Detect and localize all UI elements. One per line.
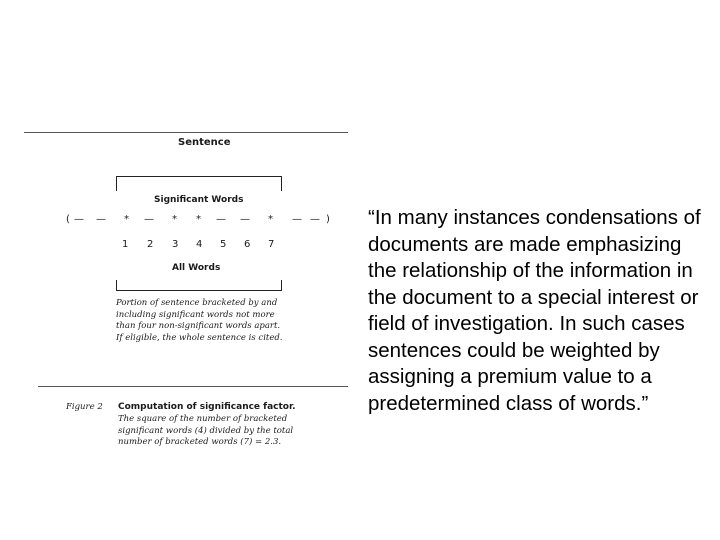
word-number: 7 [268,239,275,250]
word-marker: — [310,214,320,225]
quote-text: “In many instances condensations of documents are made emphasizing the relationship of the information in the document to a special interest or field of investigation. In such cases sentences could be weighted by assigning a premium value to a predetermined class of words.” [368,206,701,415]
word-marker: * [268,214,273,225]
middle-rule [38,386,348,387]
top-bracket [116,176,282,191]
word-number: 2 [147,239,154,250]
significant-words-label: Significant Words [154,195,244,205]
top-rule [24,132,348,133]
word-marker: — [74,214,84,225]
word-number: 5 [220,239,227,250]
word-number: 4 [196,239,203,250]
word-marker: — [144,214,154,225]
word-marker: * [172,214,177,225]
bottom-bracket [116,280,282,291]
word-number: 1 [122,239,129,250]
word-number: 6 [244,239,251,250]
word-marker: ) [326,214,330,225]
figure-description: The square of the number of bracketed significant words (4) divided by the total number of bracketed words (7) = 2.3. [118,414,294,447]
figure-title: Computation of significance factor. [118,402,296,412]
word-marker: — [216,214,226,225]
word-marker: — [96,214,106,225]
word-number: 3 [172,239,179,250]
word-marker: * [196,214,201,225]
word-marker: * [124,214,129,225]
bracket-caption: Portion of sentence bracketed by and including significant words not more than four non-significant words apart. If eligible, the whole sentence is cited. [116,298,283,343]
sentence-label: Sentence [178,137,231,148]
word-marker: — [292,214,302,225]
word-marker: ( [66,214,70,225]
word-marker: — [240,214,250,225]
figure-number: Figure 2 [66,402,103,412]
all-words-label: All Words [172,263,221,273]
